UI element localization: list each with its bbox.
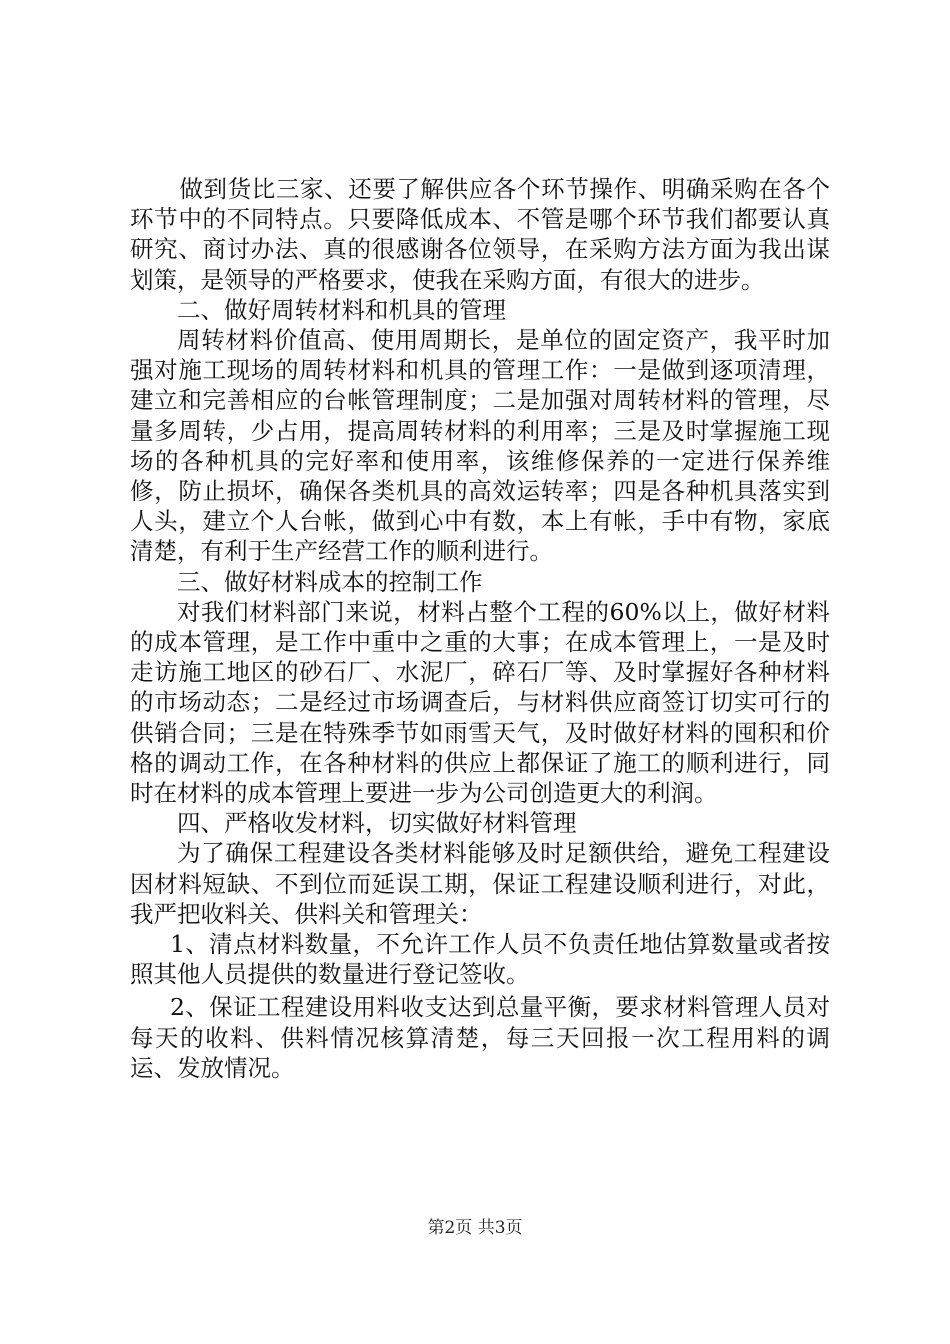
section-heading-3: 三、做好材料成本的控制工作 bbox=[177, 567, 483, 596]
section-heading-2: 二、做好周转材料和机具的管理 bbox=[177, 295, 506, 324]
paragraph-turnover-materials: 周转材料价值高、使用周期长，是单位的固定资产，我平时加强对施工现场的周转材料和机具的管理工作：一是做到逐项清理，建立和完善相应的台帐管理制度；二是加强对周转材料的管理，尽量多周转，少占用，提高周转材料的利用率；三是及时掌握施工现场的各种机具的完好率和使用率，该维修保养的一定进行保养维修，防止损坏，确保各类机具的高效运转率；四是各种机具落实到人头，建立个人台帐，做到心中有数，本上有帐，手中有物，家底清楚，有利于生产经营工作的顺利进行。 bbox=[130, 326, 830, 566]
document-body bbox=[130, 174, 830, 1083]
section-heading-4: 四、严格收发材料，切实做好材料管理 bbox=[177, 809, 577, 838]
paragraph-cost-control: 对我们材料部门来说，材料占整个工程的60%以上，做好材料的成本管理，是工作中重中之重的大事；在成本管理上，一是及时走访施工地区的砂石厂、水泥厂，碎石厂等、及时掌握好各种材料的市场动态；二是经过市场调查后，与材料供应商签订切实可行的供销合同；三是在特殊季节如雨雪天气，及时做好材料的囤积和价格的调动工作，在各种材料的供应上都保证了施工的顺利进行，同时在材料的成本管理上要进一步为公司创造更大的利润。 bbox=[130, 597, 830, 808]
list-item-2: 2、保证工程建设用料收支达到总量平衡，要求材料管理人员对每天的收料、供料情况核算清楚，每三天回报一次工程用料的调运、发放情况。 bbox=[130, 993, 830, 1082]
paragraph-material-management: 为了确保工程建设各类材料能够及时足额供给，避免工程建设因材料短缺、不到位而延误工期，保证工程建设顺利进行，对此，我严把收料关、供料关和管理关： bbox=[130, 839, 830, 928]
paragraph-procurement: 做到货比三家、还要了解供应各个环节操作、明确采购在各个环节中的不同特点。只要降低成本、不管是哪个环节我们都要认真研究、商讨办法、真的很感谢各位领导，在采购方法方面为我出谋划策，是领导的严格要求，使我在采购方面，有很大的进步。 bbox=[130, 175, 830, 294]
page-footer: 第2页 共3页 bbox=[427, 1218, 523, 1238]
list-item-1: 1、清点材料数量，不允许工作人员不负责任地估算数量或者按照其他人员提供的数量进行登记签收。 bbox=[130, 930, 830, 989]
